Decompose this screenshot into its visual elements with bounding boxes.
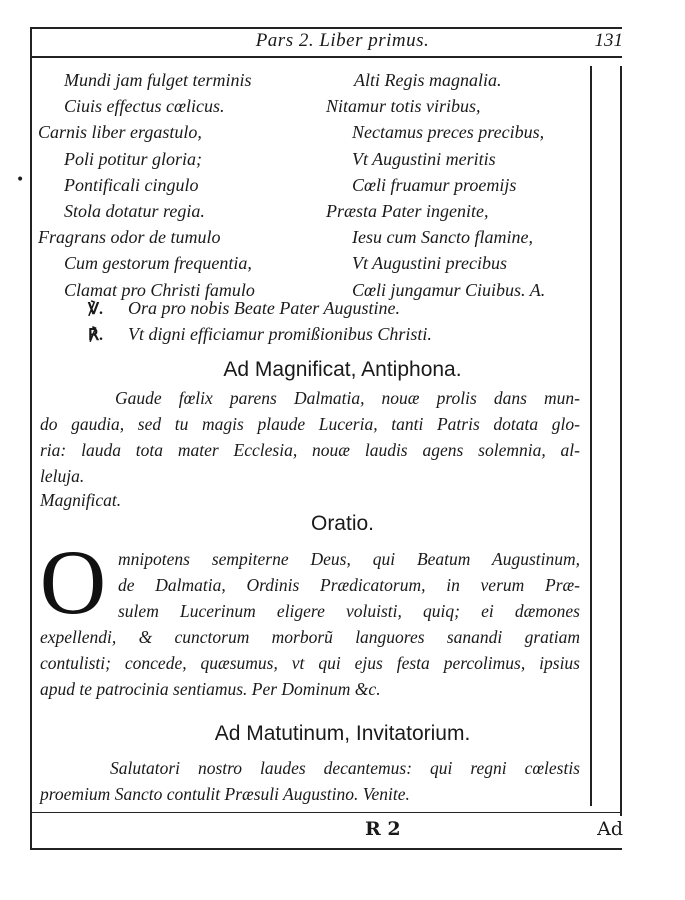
versicle-text: Ora pro nobis Beate Pater Augustine. xyxy=(128,298,400,318)
oratio-body xyxy=(40,624,580,702)
antiphon-line: do gaudia, sed tu magis plaude Luceria, tanti Patris dotata glo- xyxy=(40,414,580,434)
antiphon-line: ria: lauda tota mater Ecclesia, nouæ laudis agens solemnia, al- xyxy=(40,440,580,460)
bottom-rule xyxy=(30,848,622,850)
running-header: Pars 2. Liber primus. xyxy=(255,30,430,51)
magnificat-closing: Magnificat. xyxy=(40,490,122,510)
hymn-line: Clamat pro Christi famulo xyxy=(64,279,255,300)
invitatorium-line: proemium Sancto contulit Præsuli Augustino. Venite. xyxy=(40,784,410,804)
footer-rule xyxy=(30,812,622,813)
versicle-line xyxy=(88,298,400,319)
magnificat-antiphon xyxy=(40,385,580,489)
antiphon-line: leluja. xyxy=(40,466,85,486)
hymn-line: Carnis liber ergastulo, xyxy=(38,122,202,143)
oratio-line: expellendi, & cunctorum morborũ languores sanandi gratiam xyxy=(40,627,580,647)
response-symbol: ℟. xyxy=(88,327,103,344)
page-number: 131 xyxy=(594,30,623,51)
response-text: Vt digni efficiamur promißionibus Christi. xyxy=(128,324,432,344)
signature-mark: R 2 xyxy=(365,818,401,840)
top-rule xyxy=(30,27,622,29)
oratio-line: de Dalmatia, Ordinis Prædicatorum, in verum Præ- xyxy=(118,575,580,595)
antiphon-line: Gaude fœlix parens Dalmatia, nouæ prolis dans mun- xyxy=(115,388,580,408)
hymn-line: Nectamus preces precibus, xyxy=(352,122,545,143)
matutinum-heading: Ad Matutinum, Invitatorium. xyxy=(214,722,471,745)
hymn-line: Vt Augustini precibus xyxy=(352,253,507,274)
hymn-line: Fragrans odor de tumulo xyxy=(38,227,221,248)
right-frame-rule xyxy=(620,66,622,816)
hymn-left-column xyxy=(38,67,255,303)
catchword: Ad xyxy=(597,818,623,840)
hymn-line: Nitamur totis viribus, xyxy=(326,96,481,117)
invitatorium xyxy=(40,755,580,807)
hymn-line: Alti Regis magnalia. xyxy=(354,70,502,90)
hymn-line: Cum gestorum frequentia, xyxy=(64,253,252,274)
hymn-line: Vt Augustini meritis xyxy=(352,148,496,169)
hymn-line: Ciuis effectus cœlicus. xyxy=(64,96,225,117)
margin-mark: • xyxy=(16,172,25,188)
hymn-line: Iesu cum Sancto flamine, xyxy=(352,227,533,248)
hymn-line: Pontificali cingulo xyxy=(64,174,199,195)
hymn-line: Cœli jungamur Ciuibus. A. xyxy=(352,279,546,300)
oratio-line: contulisti; concede, quæsumus, vt qui ejus festa percolimus, ipsius xyxy=(40,653,580,673)
oratio-heading: Oratio. xyxy=(310,512,375,535)
hymn-right-column xyxy=(326,67,545,303)
oratio-line: mnipotens sempiterne Deus, qui Beatum Augustinum, xyxy=(118,549,580,569)
invitatorium-line: Salutatori nostro laudes decantemus: qui regni cœlestis xyxy=(110,758,580,778)
magnificat-heading: Ad Magnificat, Antiphona. xyxy=(223,358,462,381)
hymn-line: Stola dotatur regia. xyxy=(64,200,205,221)
header-rule xyxy=(30,56,622,58)
hymn-line: Mundi jam fulget terminis xyxy=(64,70,252,90)
hymn-line: Præsta Pater ingenite, xyxy=(326,200,489,221)
response-line xyxy=(88,324,432,345)
drop-cap-initial: O xyxy=(39,531,107,633)
oratio-indented xyxy=(118,546,580,624)
hymn-line: Cœli fruamur proemijs xyxy=(352,174,517,195)
oratio-line: apud te patrocinia sentiamus. Per Dominum &c. xyxy=(40,679,381,699)
oratio-line: sulem Lucerinum eligere voluisti, quiq; ei dæmones xyxy=(118,601,580,621)
inner-right-rule xyxy=(590,66,592,806)
versicle-symbol: ℣. xyxy=(88,301,103,318)
hymn-line: Poli potitur gloria; xyxy=(64,148,203,169)
